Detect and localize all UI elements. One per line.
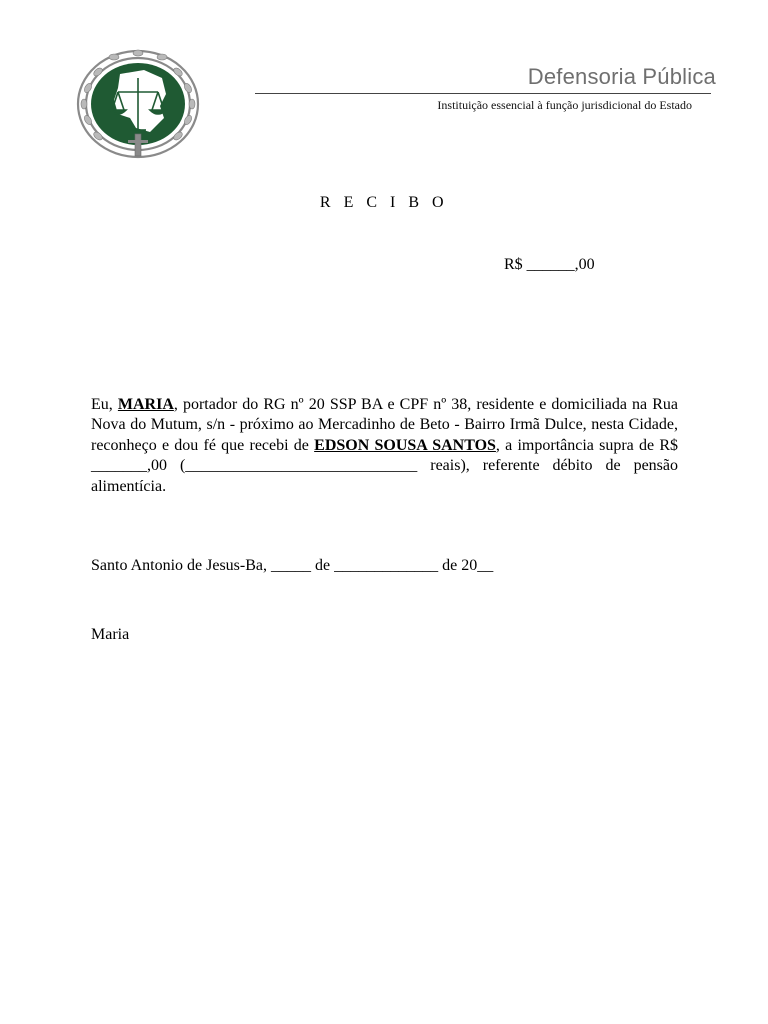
paragraph-text-3: , a importância supra de R$ _______,00 (_____________________________ reais), referente débito de pensão alimentícia. (91, 436, 678, 495)
amount-line: R$ ______,00 (504, 256, 595, 273)
paragraph-text-2: , portador do RG nº 20 SSP BA e CPF nº 38, residente e domiciliada na Rua Nova do Mutum, s/n - próximo ao Mercadinho de Beto - Bairro Irmã Dulce, nesta Cidade, reconheço e dou fé que recebi de (91, 396, 678, 454)
org-tagline: Instituição essencial à função jurisdicional do Estado (437, 98, 692, 112)
place-date-line: Santo Antonio de Jesus-Ba, _____ de _____________ de 20__ (91, 557, 494, 574)
receipt-paragraph (91, 395, 678, 497)
payer-name: EDSON SOUSA SANTOS (314, 436, 496, 454)
document-title: R E C I B O (319, 194, 449, 211)
org-title: Defensoria Pública (527, 64, 716, 89)
header-divider (255, 93, 711, 94)
paragraph-text-1: Eu, (91, 396, 118, 413)
signature-name: Maria (91, 626, 130, 643)
scales-of-justice-seal-icon (74, 48, 202, 160)
payee-name: MARIA (117, 396, 174, 413)
